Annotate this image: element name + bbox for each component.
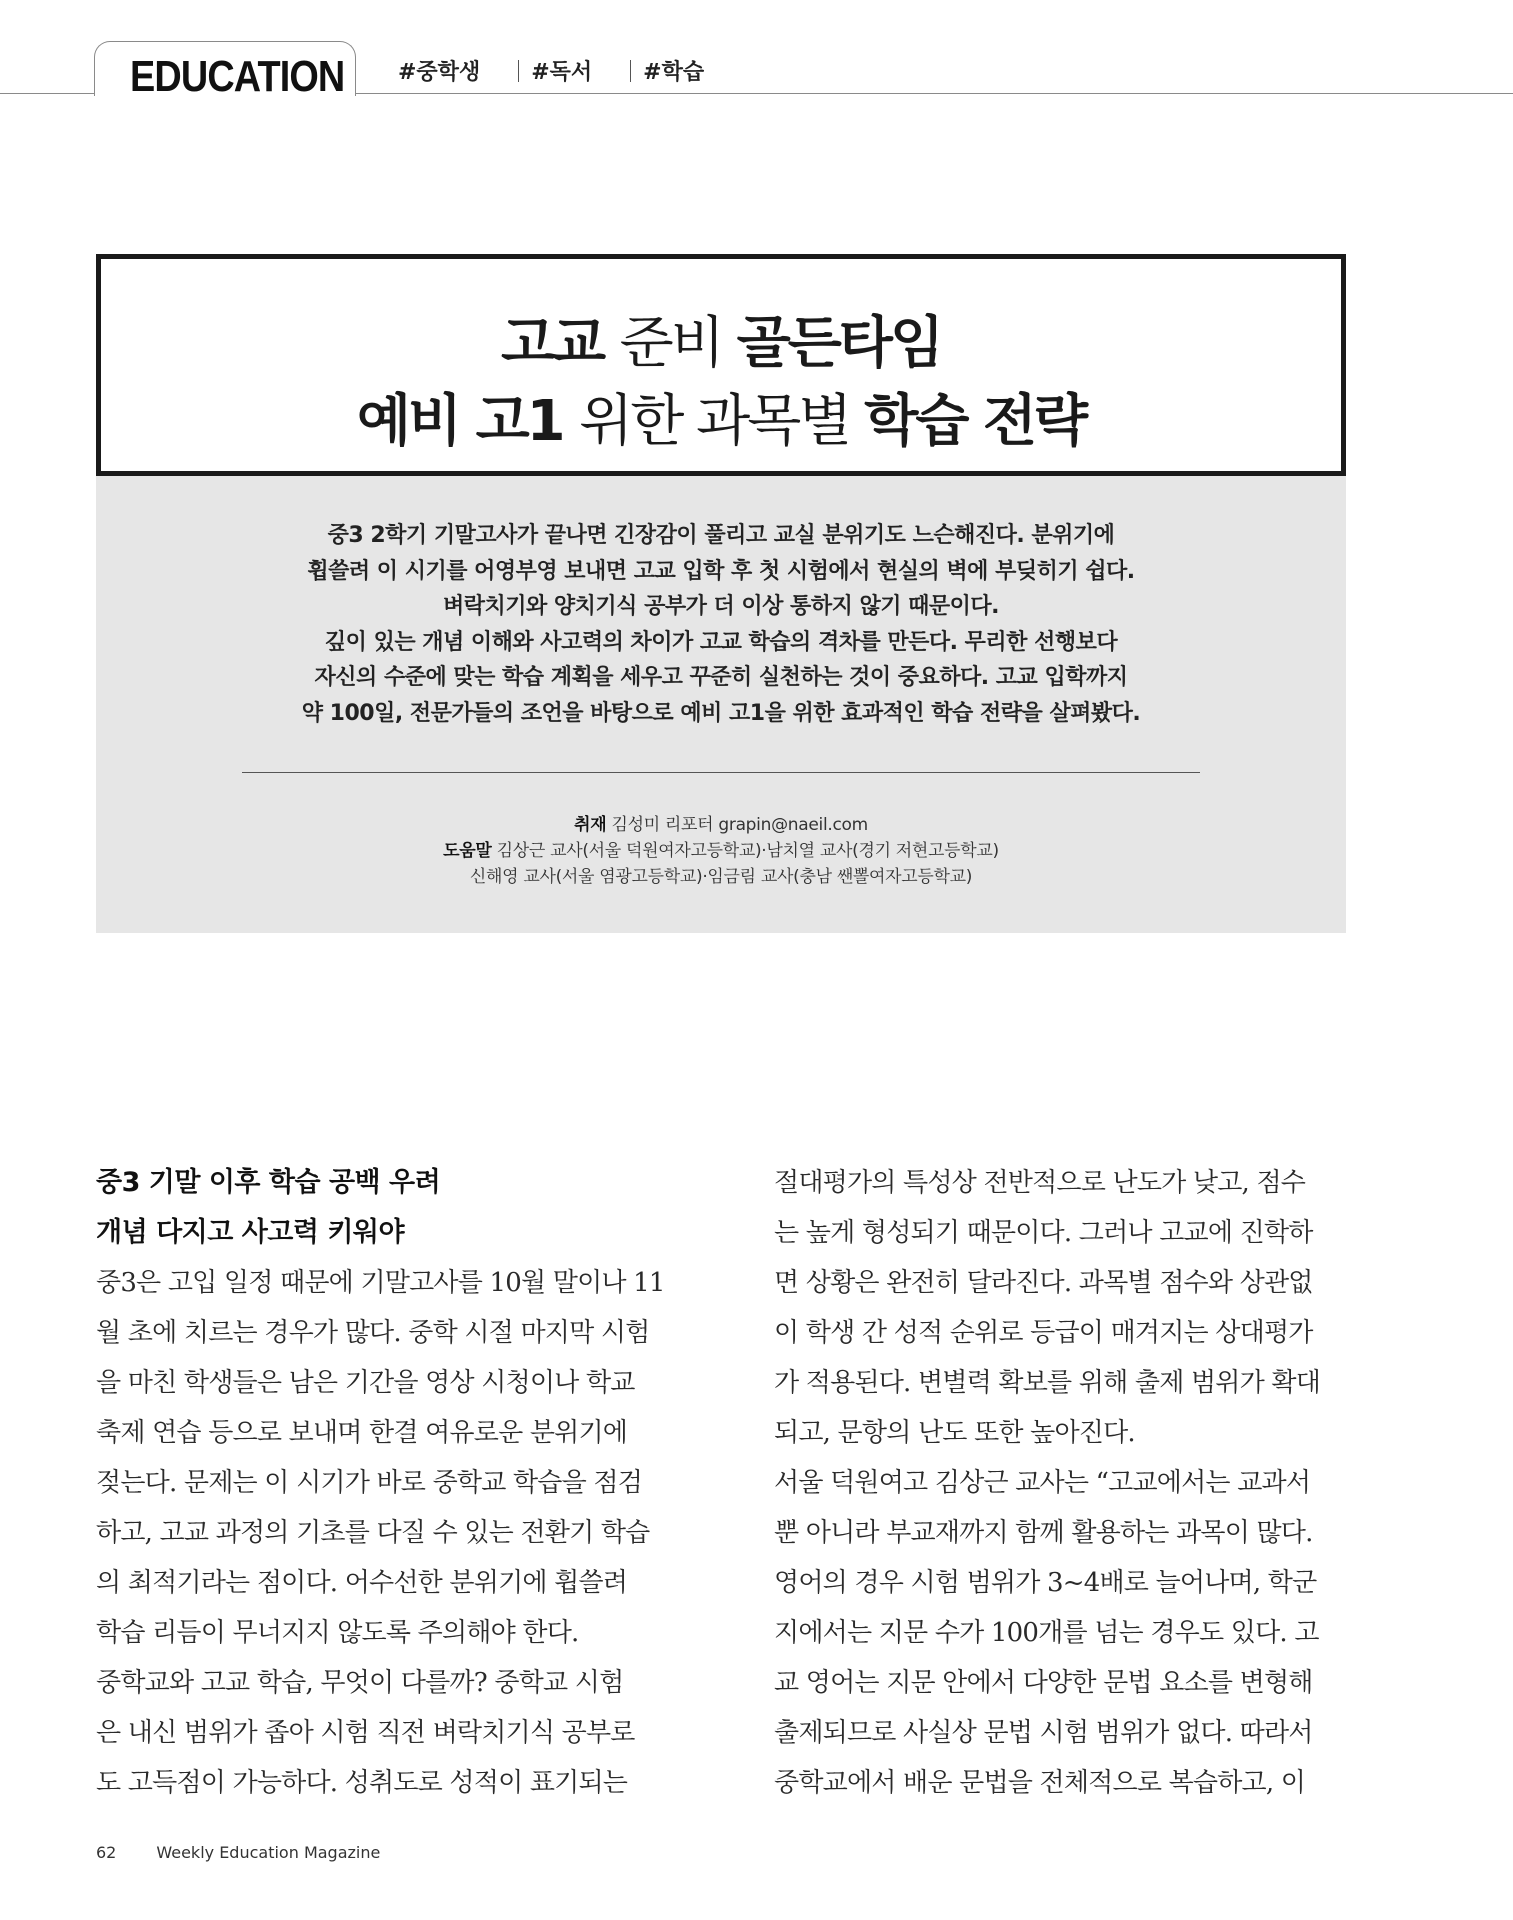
magazine-name: Weekly Education Magazine xyxy=(156,1843,381,1862)
page-footer xyxy=(96,1843,380,1862)
headline-line-1 xyxy=(101,299,1341,379)
tag-separator xyxy=(630,60,631,82)
tag-list xyxy=(398,55,742,86)
body-line: 절대평가의 특성상 전반적으로 난도가 낮고, 점수 xyxy=(774,1168,1306,1198)
body-line: 의 최적기라는 점이다. 어수선한 분위기에 휩쓸려 xyxy=(96,1568,628,1598)
body-line: 영어의 경우 시험 범위가 3~4배로 늘어나며, 학군 xyxy=(774,1568,1317,1598)
credit-value: 김성미 리포터 grapin@naeil.com xyxy=(606,815,868,835)
lead-line: 휩쓸려 이 시기를 어영부영 보내면 고교 입학 후 첫 시험에서 현실의 벽에 부딪히기 쉽다. xyxy=(307,558,1135,584)
body-line: 지에서는 지문 수가 100개를 넘는 경우도 있다. 고 xyxy=(774,1618,1319,1648)
credit-key: 취재 xyxy=(574,815,607,835)
lead-line: 약 100일, 전문가들의 조언을 바탕으로 예비 고1을 위한 효과적인 학습 전략을 살펴봤다. xyxy=(301,700,1141,726)
body-line: 중3은 고입 일정 때문에 기말고사를 10월 말이나 11 xyxy=(96,1268,665,1298)
credit-line xyxy=(96,864,1346,890)
article-column-right xyxy=(774,1158,1352,1808)
credit-value: 신해영 교사(서울 염광고등학교)·임금림 교사(충남 쌘뽈여자고등학교) xyxy=(469,867,973,887)
lead-line: 벼락치기와 양치기식 공부가 더 이상 통하지 않기 때문이다. xyxy=(442,594,1000,619)
headline-line-2 xyxy=(101,377,1341,457)
lead-line: 중3 2학기 기말고사가 끝나면 긴장감이 풀리고 교실 분위기도 느슨해진다. 분위기에 xyxy=(327,523,1115,548)
headline-segment: 고교 xyxy=(500,311,620,376)
credit-value: 김상근 교사(서울 덕원여자고등학교)·남치열 교사(경기 저현고등학교) xyxy=(491,841,999,861)
credit-line xyxy=(96,812,1346,838)
article-column-left xyxy=(96,1158,674,1808)
body-line: 뿐 아니라 부교재까지 함께 활용하는 과목이 많다. xyxy=(774,1518,1313,1548)
page-number: 62 xyxy=(96,1843,117,1862)
body-line: 교 영어는 지문 안에서 다양한 문법 요소를 변형해 xyxy=(774,1668,1313,1698)
body-line: 가 적용된다. 변별력 확보를 위해 출제 범위가 확대 xyxy=(774,1368,1321,1398)
headline-segment: 위한 과목별 xyxy=(579,389,865,454)
body-line: 축제 연습 등으로 보내며 한결 여유로운 분위기에 xyxy=(96,1418,628,1448)
body-line: 도 고득점이 가능하다. 성취도로 성적이 표기되는 xyxy=(96,1768,628,1798)
lead-line: 깊이 있는 개념 이해와 사고력의 차이가 고교 학습의 격차를 만든다. 무리한 선행보다 xyxy=(324,629,1118,655)
body-line: 학습 리듬이 무너지지 않도록 주의해야 한다. xyxy=(96,1618,579,1648)
body-line: 출제되므로 사실상 문법 시험 범위가 없다. 따라서 xyxy=(774,1718,1313,1748)
section-label: EDUCATION xyxy=(130,52,345,101)
lead-paragraph xyxy=(96,518,1346,731)
credit-line xyxy=(96,838,1346,864)
body-line: 을 마친 학생들은 남은 기간을 영상 시청이나 학교 xyxy=(96,1368,635,1398)
article-subhead: 개념 다지고 사고력 키워야 xyxy=(96,1217,405,1248)
body-line: 이 학생 간 성적 순위로 등급이 매겨지는 상대평가 xyxy=(774,1318,1313,1348)
body-line: 는 높게 형성되기 때문이다. 그러나 고교에 진학하 xyxy=(774,1218,1313,1248)
body-line: 서울 덕원여고 김상근 교사는 “고교에서는 교과서 xyxy=(774,1468,1311,1498)
body-line: 은 내신 범위가 좁아 시험 직전 벼락치기식 공부로 xyxy=(96,1718,635,1748)
body-line: 하고, 고교 과정의 기초를 다질 수 있는 전환기 학습 xyxy=(96,1518,650,1548)
body-line: 젖는다. 문제는 이 시기가 바로 중학교 학습을 점검 xyxy=(96,1468,643,1498)
tag-separator xyxy=(518,60,519,82)
tag[interactable]: #독서 xyxy=(531,60,593,85)
body-line: 중학교에서 배운 문법을 전체적으로 복습하고, 이 xyxy=(774,1768,1306,1798)
body-line: 중학교와 고교 학습, 무엇이 다를까? 중학교 시험 xyxy=(96,1668,624,1698)
body-line: 면 상황은 완전히 달라진다. 과목별 점수와 상관없 xyxy=(774,1268,1313,1298)
lead-box xyxy=(96,476,1346,933)
lead-line: 자신의 수준에 맞는 학습 계획을 세우고 꾸준히 실천하는 것이 중요하다. 고교 입학까지 xyxy=(314,665,1128,690)
headline-segment: 학습 전략 xyxy=(864,389,1086,454)
headline-segment: 예비 고1 xyxy=(356,389,580,454)
credits xyxy=(96,812,1346,890)
tag[interactable]: #학습 xyxy=(643,60,705,85)
body-line: 월 초에 치르는 경우가 많다. 중학 시절 마지막 시험 xyxy=(96,1318,650,1348)
title-box xyxy=(96,254,1346,476)
headline-segment: 준비 xyxy=(619,311,737,376)
tag[interactable]: #중학생 xyxy=(398,60,481,85)
lead-divider xyxy=(242,772,1200,773)
credit-key: 도움말 xyxy=(443,841,492,861)
headline-segment: 골든타임 xyxy=(736,311,942,376)
body-line: 되고, 문항의 난도 또한 높아진다. xyxy=(774,1418,1135,1448)
article-subhead: 중3 기말 이후 학습 공백 우려 xyxy=(96,1167,441,1198)
